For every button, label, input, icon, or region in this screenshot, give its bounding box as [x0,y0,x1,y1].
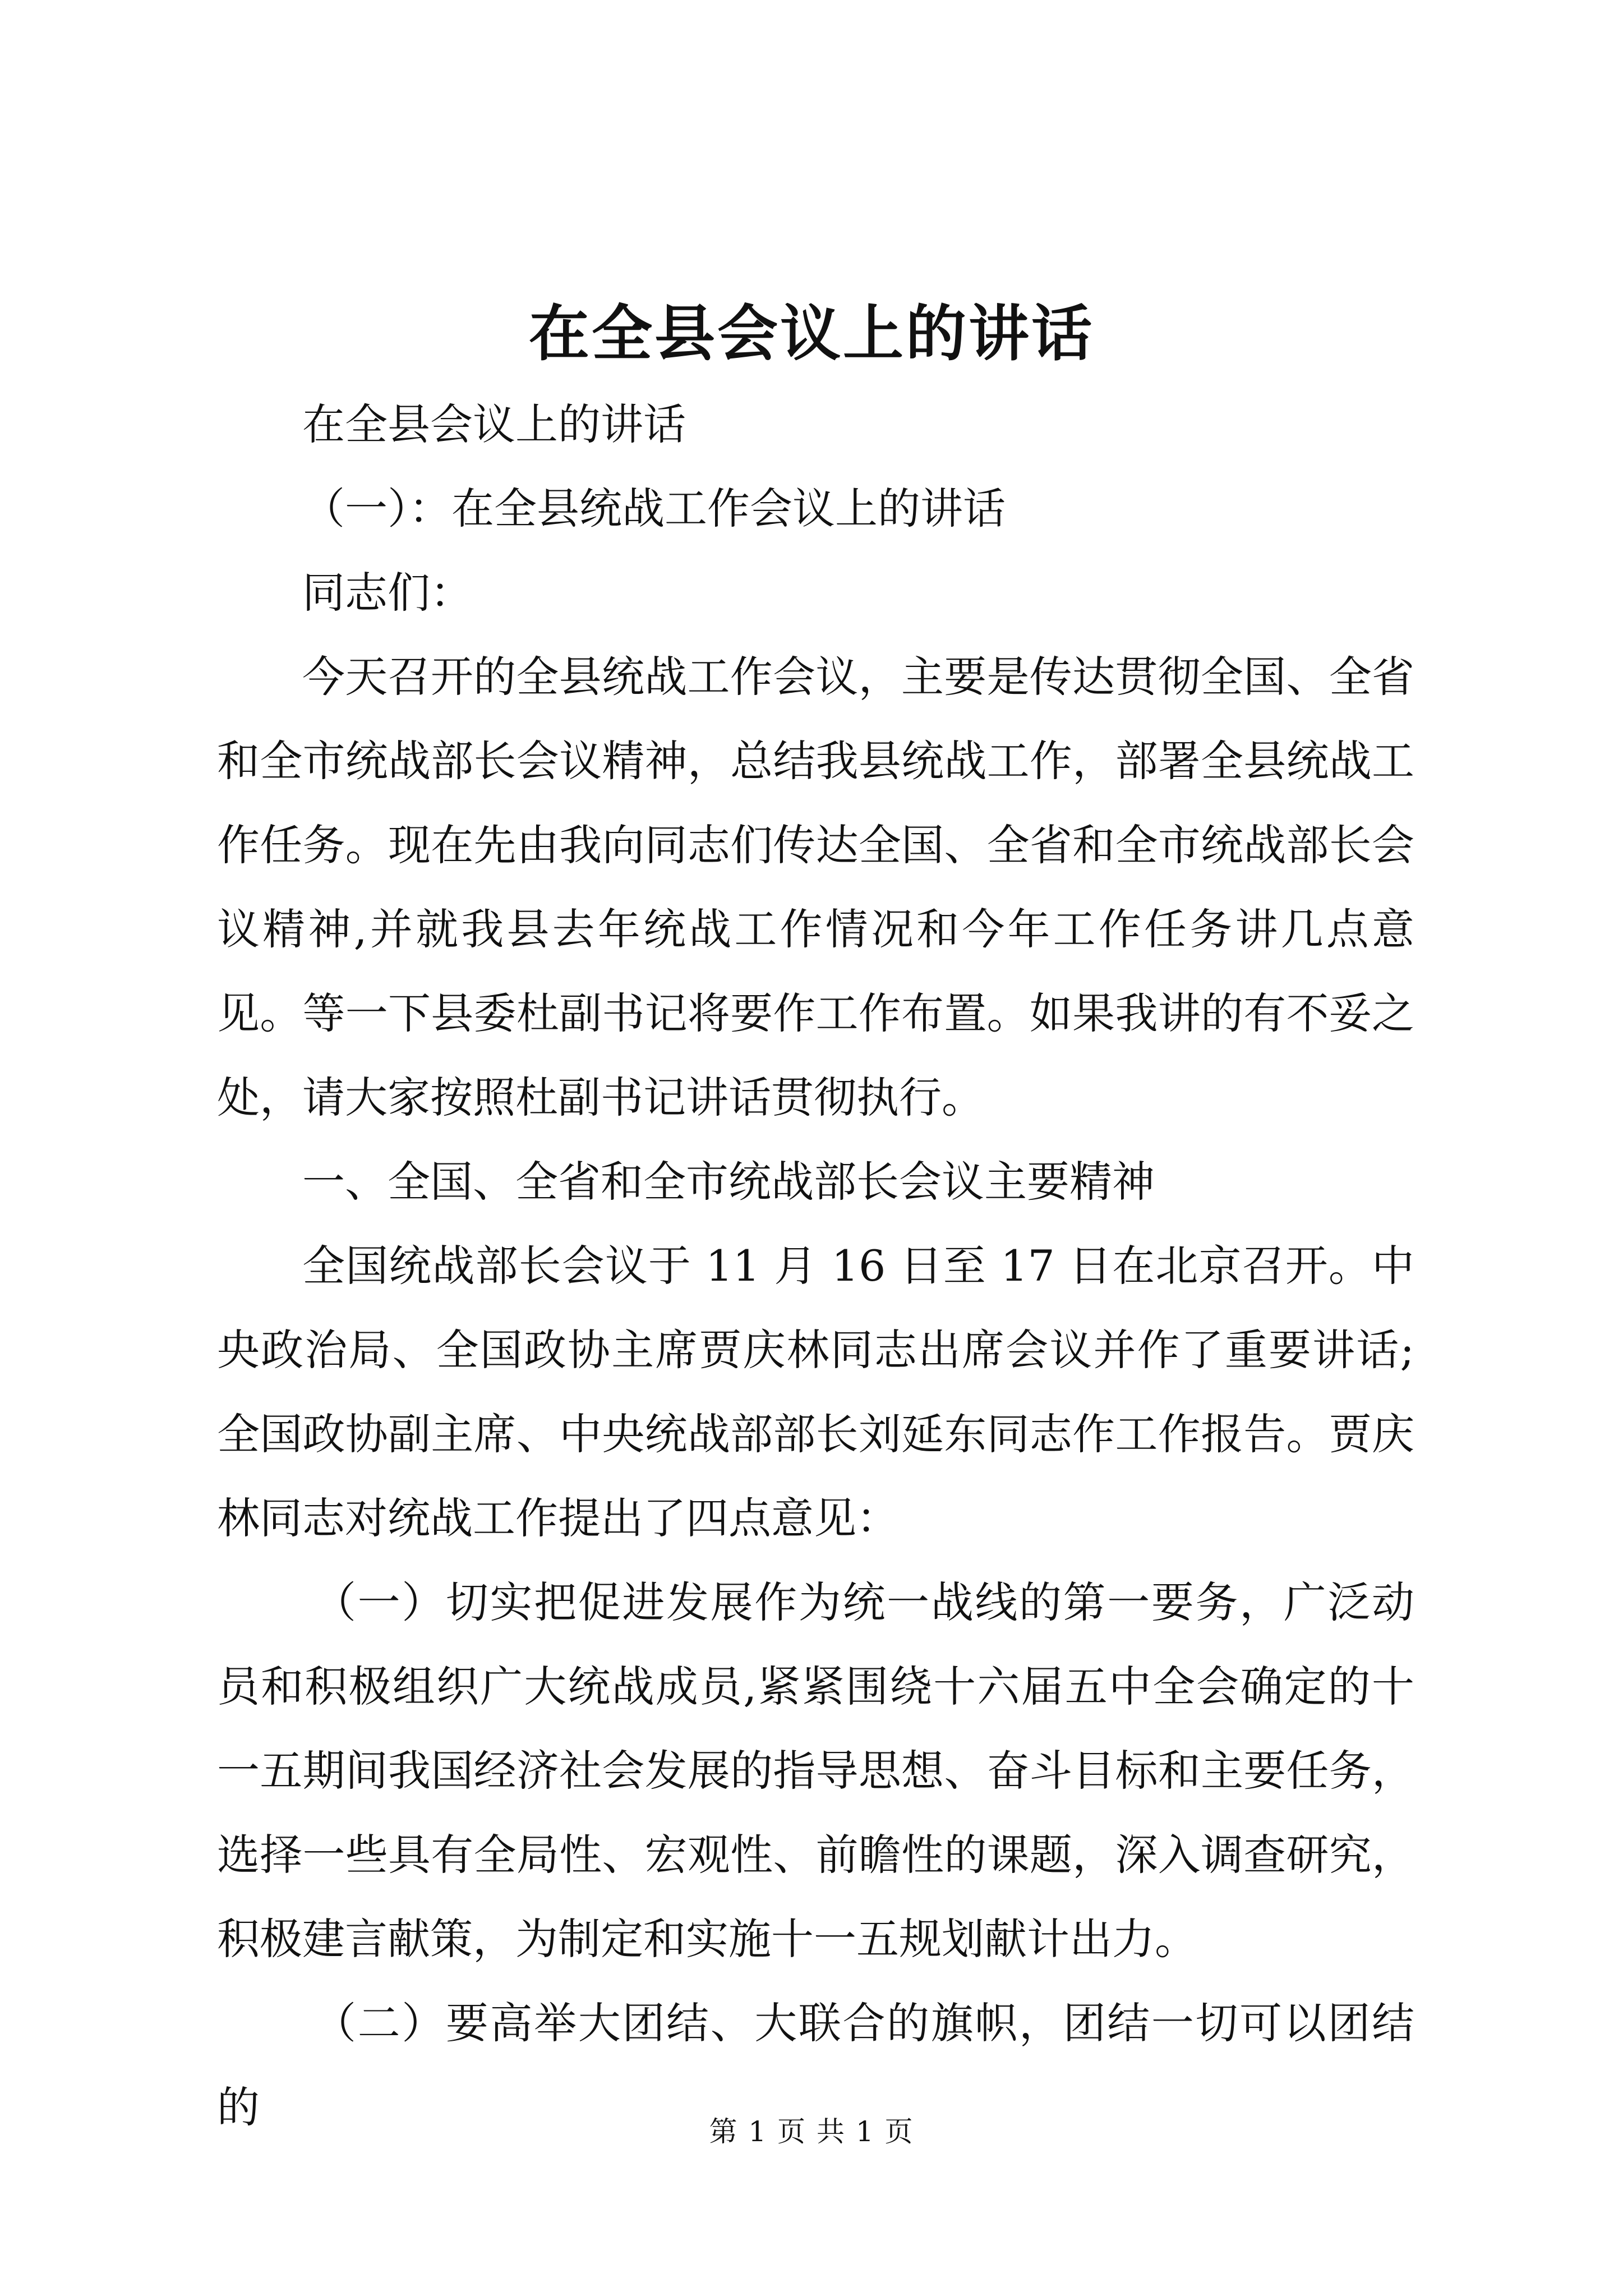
paragraph-heading-one: 一、全国、全省和全市统战部长会议主要精神 [302,1157,1155,1207]
page-footer: 第 1 页 共 1 页 [709,2115,914,2148]
paragraph-meeting-summary: 全国统战部长会议于 11 月 16 日至 17 日在北京召开。中央政治局、全国政协主席贾庆林同志出席会议并作了重要讲话;全国政协副主席、中央统战部部长刘延东同志作工作报告。贾庆林同志对统战工作提出了四点意见： [217,1241,1414,1543]
paragraph-point-one: （一）切实把促进发展作为统一战线的第一要务，广泛动员和积极组织广大统战成员,紧紧围绕十六届五中全会确定的十一五期间我国经济社会发展的指导思想、奋斗目标和主要任务，选择一些具有全局性、宏观性、前瞻性的课题，深入调查研究，积极建言献策，为制定和实施十一五规划献计出力。 [217,1577,1414,1964]
paragraph-section-heading: （一）：在全县统战工作会议上的讲话 [302,484,1006,533]
document-body [217,383,1414,2150]
paragraph-subtitle: 在全县会议上的讲话 [302,399,686,449]
document-title: 在全县会议上的讲话 [528,298,1094,369]
paragraph-intro: 今天召开的全县统战工作会议，主要是传达贯彻全国、全省和全市统战部长会议精神，总结我县统战工作，部署全县统战工作任务。现在先由我向同志们传达全国、全省和全市统战部长会议精神,并就我县去年统战工作情况和今年工作任务讲几点意见。等一下县委杜副书记将要作工作布置。如果我讲的有不妥之处，请大家按照杜副书记讲话贯彻执行。 [217,652,1414,1122]
paragraph-salutation: 同志们： [302,568,473,618]
paragraph-point-two: （二）要高举大团结、大联合的旗帜，团结一切可以团结的 [217,1998,1414,2132]
